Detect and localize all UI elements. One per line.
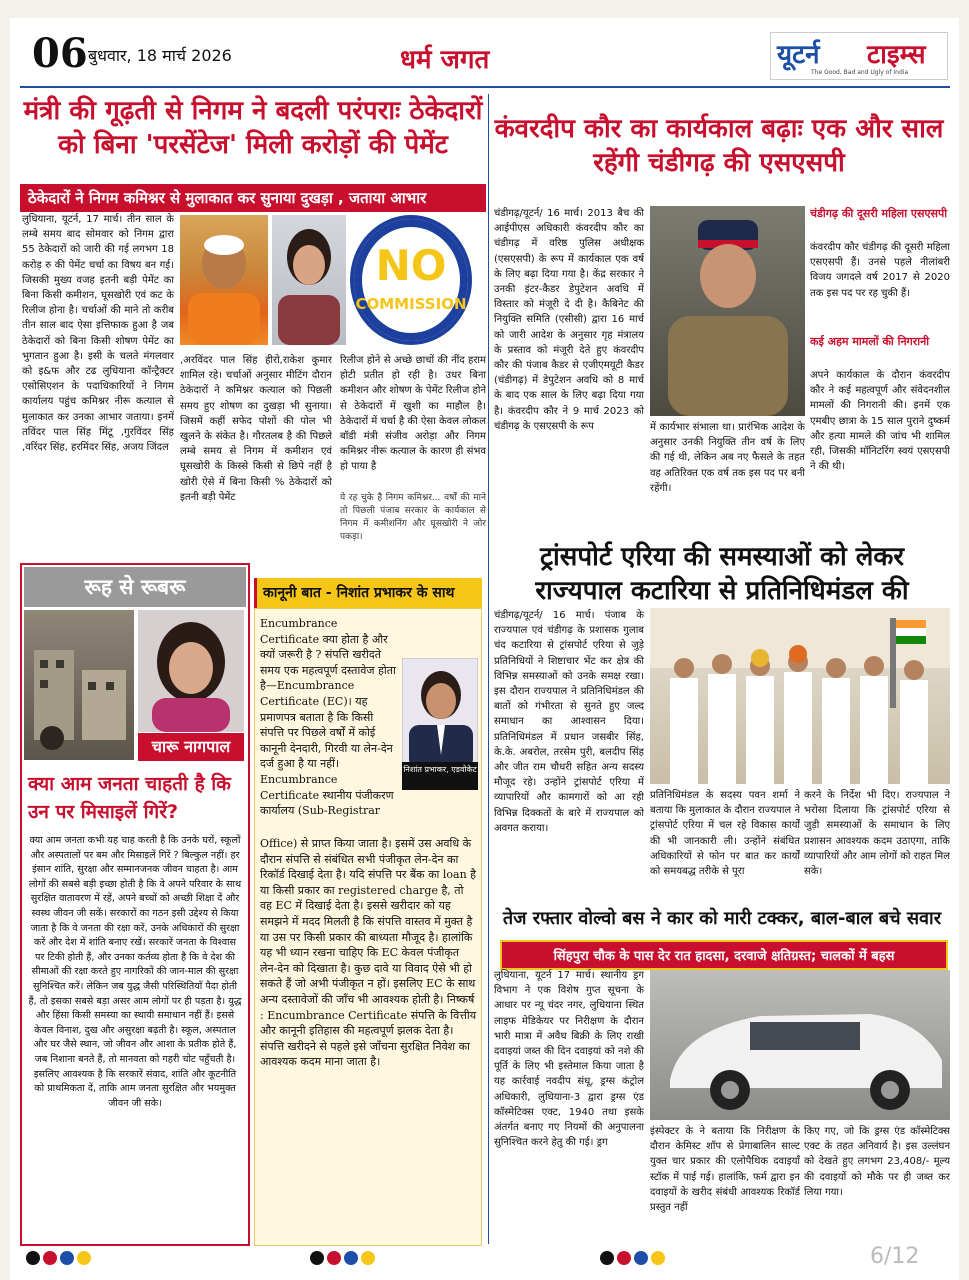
story4-col1: लुधियाना, यूटर्न 17 मार्च। स्थानीय ड्रग विभाग ने एक विशेष गुप्त सूचना के आधार पर न्यू चंदर नगर, लुधियाना स्थित लाइफ मेडिकेयर पर निरीक्षण के दौरान भारी मात्रा में अवैध बिक्री के लिए राखी दवाइयां जब्त की दिन दवाइयां को नशे की पूर्ति के लिए भी इस्तेमाल किया जाता है यह कार्रवाई नवदीप संधू, ड्रग्स कंट्रोल अधिकारी, लुधियाना-3 द्वारा ड्रग्स एंड कॉस्मेटिक्स एक्ट, 1940 तथा इसके अंतर्गत बनाए गए नियमों की अनुपालना सुनिश्चित करने हेतु की गई। ड्रग	[494, 970, 644, 1149]
story3-col3: करने के निर्देश भी दिए। राज्यपाल ने भरोसा दिलाया कि ट्रांसपोर्ट एरिया से जुड़ी समस्याओं के समाधान के लिए प्रशासन आवश्यक कदम उठाएगा, ताकि व्यापारियों और आम लोगों को राहत मिल सके।	[804, 790, 950, 878]
footer-dots-left	[26, 1250, 94, 1264]
header-rule	[20, 86, 950, 88]
newspaper-page	[10, 18, 959, 1280]
story2-side-head2: कई अहम मामलों की निगरानी	[810, 335, 930, 348]
story3-col1: चंडीगढ़/यूटर्न/ 16 मार्च। पंजाब के राज्यपाल एवं चंडीगढ़ के प्रशासक गुलाब चंद कटारिया से ट्रांसपोर्ट एरिया से जुड़े प्रतिनिधियों ने शिष्टाचार भेंट कर क्षेत्र की विभिन्न समस्याओं को उनके समक्ष रखा। इस दौरान राज्यपाल ने प्रतिनिधिमंडल की बातों को गंभीरता से सुनते हुए जल्द समाधान का आश्वासन दिया। प्रतिनिधिमंडल में प्रधान जसबीर सिंह, के.के. अबरोल, तरसेम पुरी, बलदीप सिंह और जीत राम चौधरी सहित अन्य सदस्य मौजूद रहे। उन्होंने ट्रांसपोर्ट एरिया में व्यापारियों और कामगारों को आ रही विभिन्न दिक्कतों के बारे में राज्यपाल को अवगत कराया।	[494, 610, 644, 834]
photo-car	[650, 970, 950, 1120]
story2-side-head: चंडीगढ़ की दूसरी महिला एसएसपी	[810, 207, 948, 220]
story2-col1: चंडीगढ़/यूटर्न/ 16 मार्च। 2013 बैच की आईपीएस अधिकारी कंवरदीप कौर का चंडीगढ़ में वरिष्ठ पुलिस अधीक्षक (एसएसपी) के रूप में कार्यकाल एक वर्ष के लिए बढ़ा दिया गया है। केंद्र सरकार ने उनकी इंटर-कैडर डेपुटेशन अवधि में विस्तार को मंजूरी दे दी है। कैबिनेट की नियुक्ति समिति (एसीसी) द्वारा 16 मार्च को जारी आदेश के अनुसार गृह मंत्रालय के प्रस्ताव को मंजूरी देते हुए कंवरदीप कौर की पंजाब कैडर से एजीएमयूटी कैडर (चंडीगढ़) में डेपुटेशन अवधि को 8 मार्च के बाद एक साल के लिए बढ़ा दिया गया है। कंवरदीप कौर ने 9 मार्च 2023 को चंडीगढ़ के एसएसपी के रूप	[494, 208, 644, 432]
story4-col3: किए गए, जो कि ड्रग्स एंड कॉस्मेटिक्स एक्ट के तहत अनिवार्य है। इस उल्लंघन को देखते हुए लगभग 23,408/- मूल्य की दवाइयों को मौके पर ही जब्त कर लिया गया।	[804, 1126, 950, 1198]
section-title: धर्म जगत	[400, 45, 490, 75]
photo-war-rubble	[24, 610, 134, 760]
advocate-caption: निशांत प्रभाकर, एडवोकेट	[402, 762, 478, 790]
photo-advocate	[402, 658, 478, 768]
story1-col2: ,अरविंदर पाल सिंह हीरो,राकेश कुमार शामिल रहे। चर्चाओं अनुसार मीटिंग दौरान ठेकेदारों ने कमिश्नर कत्याल को पिछली समय हुए शोषण का दुखड़ा भी सुनाया। जिसमें कहीं सफेद पोशों की पोल भी खुलने के संकेत है। गौरतलब है की पिछले लम्बे समय से निगम में कमीशन एवं घूसखोरी के किस्से किसी से छिपे नहीं है खोरी ऐसे में बिना किसी % ठेकेदारों को इतनी बड़ी पेमेंट	[180, 355, 332, 503]
column-divider	[488, 94, 489, 1244]
kanooni-body-bottom: Office) से प्राप्त किया जाता है। इसमें उस अवधि के दौरान संपत्ति से संबंधित सभी पंजीकृत लेन-देन का रिकॉर्ड दिखाई देता है। यदि संपत्ति पर बैंक का loan है या किसी प्रकार का registered charge है, तो वह EC में दिखाई देता है। इससे खरीदार को यह समझने में मदद मिलती है कि संपत्ति वास्तव में मुक्त है या उस पर किसी प्रकार की बाध्यता मौजूद है। हालांकि यह भी ध्यान रखना चाहिए कि EC केवल पंजीकृत लेन-देन को दिखाता है। कुछ दावे या विवाद ऐसे भी हो सकते हैं जो अभी पंजीकृत न हों। इसलिए EC के साथ अन्य दस्तावेजों की जाँच भी आवश्यक होती है। निष्कर्ष : Encumbrance Certificate संपत्ति के वित्तीय और कानूनी इतिहास की महत्वपूर्ण झलक देता है। संपत्ति खरीदने से पहले इसे जाँचना सुरक्षित निवेश का आवश्यक कदम माना जाता है।	[260, 837, 477, 1069]
story2-side-text: कंवरदीप कौर चंडीगढ़ की दूसरी महिला एसएसपी हैं। उनसे पहले नीलांबरी विजय जगदले वर्ष 2017 से 2020 तक इस पद पर रह चुकी हैं।	[810, 242, 950, 299]
photo-delegation	[650, 608, 950, 784]
story2-headline	[494, 112, 944, 180]
ruh-headline: क्या आम जनता चाहती है कि उन पर मिसाइलें गिरें?	[28, 773, 231, 823]
story1-col1: लुधियाना, यूटर्न, 17 मार्च। तीन साल के लम्बे समय बाद सोमवार को निगम द्वारा 55 ठेकेदारों को जारी की गई लगभग 18 करोड़ रु की पेमेंट चर्चा का विषय बन गई। जिसकी मुख्य वजह इतनी बड़ी पेमेंट का बिना किसी कमीशन, घूसखोरी एवं कट के रिलीज होना है। चर्चाओं की माने तो करीब तीन साल बाद ऐसा इत्तिफाक हुआ है जब ठेकेदारों को बिना किसी शोषण पेमेंट का भुगतान हुआ है। इसी के चलते मंगलवार को इ&फ और टढ लुधियाना कॉन्ट्रैक्टर एसोसिएशन के पदाधिकारियों ने निगम कार्यालय पहुंच कमिश्नर नीरू कत्याल से मुलाकात कर उनका आभार जताया। इनमें तविंदर पाल सिंह मिंटू ,गुरविंदर सिंह ,वरिंदर सिंह, हरमिंदर सिंह, अजय जिंदल	[22, 214, 174, 454]
story4-col2: इंस्पेक्टर के ने बताया कि निरीक्षण के दौरान केमिस्ट शॉप से प्रेगाबालिन साल्ट युक्त चार प्रकार की एलोपैथिक दवाइयाँ स्टॉक में पाई गई। हालांकि, फर्म द्वारा इन दवाइयों के खरीद संबंधी आवश्यक रिकॉर्ड प्रस्तुत नहीं	[650, 1126, 800, 1214]
ruh-body: क्या आम जनता कभी यह चाह करती है कि उनके घरों, स्कूलों और अस्पतालों पर बम और मिसाइलें गिरें ? बिल्कुल नहीं। हर इंसान शांति, सुरक्षा और सम्मानजनक जीवन चाहता है। आम लोगों की सबसे बड़ी इच्छा होती है कि वे अपने परिवार के साथ सुरक्षित वातावरण में रहें, अपने बच्चों को अच्छी शिक्षा दें और स्वस्थ जीवन जी सकें। सरकारों का गठन इसी उद्देश्य से किया जाता है कि वे जनता की रक्षा करें, उनके अधिकारों की सुरक्षा करें और देश में शांति बनाए रखें। सरकारें जनता के विश्वास पर टिकी होती हैं, और उनका कर्तव्य होता है कि वे देश की सीमाओं की रक्षा करते हुए नागरिकों की जान-माल की सुरक्षा सुनिश्चित करें। लेकिन जब युद्ध जैसी परिस्थितियाँ पैदा होती हैं, तो इसका सबसे बड़ा असर आम लोगों पर ही पड़ता है। युद्ध और हिंसा किसी समस्या का स्थायी समाधान नहीं हैं। इससे केवल विनाश, दुख और असुरक्षा बढ़ती है। स्कूल, अस्पताल और घर जैसे स्थान, जो जीवन और आशा के प्रतीक होते हैं, जब निशाना बनते हैं, तो मानवता को गहरी चोट पहुँचती है। इसलिए आवश्यक है कि सरकारें संवाद, शांति और कूटनीति को प्राथमिकता दें, ताकि आम जनता सुरक्षित और भयमुक्त जीवन जी सके।	[28, 835, 242, 1109]
photo-minister	[180, 215, 268, 345]
page-indicator: 6/12	[870, 1244, 920, 1269]
footer-dots-right	[600, 1250, 668, 1264]
photo-author	[138, 610, 244, 732]
story1-headline: मंत्री की गूढ़ती से निगम ने बदली परंपराः ठेकेदारों को बिना 'परसेंटेज' मिली करोड़ों की पेमेंट	[23, 96, 483, 160]
story2-col2: में कार्यभार संभाला था। प्रारंभिक आदेश के अनुसार उनकी नियुक्ति तीन वर्ष के लिए की गई थी, लेकिन अब नए फैसले के तहत वह अतिरिक्त एक वर्ष तक इस पद पर बनी रहेंगी।	[650, 422, 805, 494]
ruh-title: रूह से रूबरू	[24, 567, 246, 607]
story3-headline: ट्रांसपोर्ट एरिया की समस्याओं को लेकर राज्यपाल कटारिया से प्रतिनिधिमंडल की	[535, 542, 909, 606]
no-commission-badge	[350, 215, 472, 345]
kanooni-title: कानूनी बात - निशांत प्रभाकर के साथ	[254, 578, 482, 608]
story2-headline-text: कंवरदीप कौर का कार्यकाल बढ़ाः एक और साल रहेंगी चंडीगढ़ की एसएसपी	[494, 114, 944, 178]
footer-dots-center	[310, 1250, 378, 1264]
masthead-logo	[770, 32, 948, 80]
logo-tagline: The Good, Bad and Ugly of India	[811, 69, 909, 76]
photo-ssp	[650, 206, 805, 416]
story1-quote: ये रह चुके है निगम कमिश्नर... वर्षों की माने तो पिछली पंजाब सरकार के कार्यकाल से निगम में कमीशनिंग और घूसखोरी ने जोर पकड़ा।	[340, 493, 486, 542]
photo-commissioner	[272, 215, 346, 345]
commission-label: COMMISSION	[355, 295, 467, 313]
story4-headline: तेज रफ्तार वोल्वो बस ने कार को मारी टक्कर, बाल-बाल बचे सवार	[502, 908, 942, 929]
story1-strip: ठेकेदारों ने निगम कमिश्नर से मुलाकात कर सुनाया दुखड़ा , जताया आभार	[20, 184, 486, 212]
logo-part1: यूटर्न	[777, 40, 820, 70]
story1-col3: रिलीज होने से अच्छे छाचों की नींद हराम होटी प्रतीत हो रही है। उधर बिना कमीशन और शोषण के पेमेंट रिलीज होने से ठेकेदारों में खुशी का माहौल है। ठेकेदारों में चर्चा है की ऐसा केवल लोकल बॉडी मंत्री संजीव अरोड़ा और निगम कमिश्नर नीरू कत्याल के कारण ही संभव हो पाया है	[340, 355, 486, 473]
story2-side-text2: अपने कार्यकाल के दौरान कंवरदीप कौर ने कई महत्वपूर्ण और संवेदनशील मामलों की निगरानी की। इनमें एक एमबीए छात्रा के 15 साल पुराने दुष्कर्म और हत्या मामले की जांच भी शामिल रही, जिसकी मॉनिटरिंग स्वयं एसएसपी ने की थी।	[810, 370, 950, 473]
no-label: NO	[375, 241, 447, 290]
issue-date: बुधवार, 18 मार्च 2026	[88, 46, 232, 65]
page-number: 06	[32, 30, 88, 77]
kanooni-body-top: Encumbrance Certificate क्या होता है और क्यों जरूरी है ? संपत्ति खरीदते समय एक महत्वपूर्ण दस्तावेज होता है—Encumbrance Certificate (EC)। यह प्रमाणपत्र बताता है कि किसी संपत्ति पर पिछले वर्षों में कोई कानूनी देनदारी, गिरवी या लेन-देन दर्ज हुआ है या नहीं। Encumbrance Certificate स्थानीय पंजीकरण कार्यालय (Sub-Registrar	[260, 617, 396, 818]
story3-col2: प्रतिनिधिमंडल के सदस्य पवन शर्मा ने बताया कि मुलाकात के दौरान राज्यपाल ने ट्रांसपोर्ट एरिया में चल रहे विकास कार्यों की भी जानकारी ली। उन्होंने संबंधित अधिकारियों से फोन पर बात कर कार्यों को समयबद्ध तरीके से पूरा	[650, 790, 800, 878]
author-name-tag: चारू नागपाल	[138, 733, 244, 761]
story4-strip: सिंहपुरा चौक के पास देर रात हादसा, दरवाजे क्षतिग्रस्त; चालकों में बहस	[500, 940, 948, 970]
logo-part2: टाइम्स	[867, 40, 926, 70]
